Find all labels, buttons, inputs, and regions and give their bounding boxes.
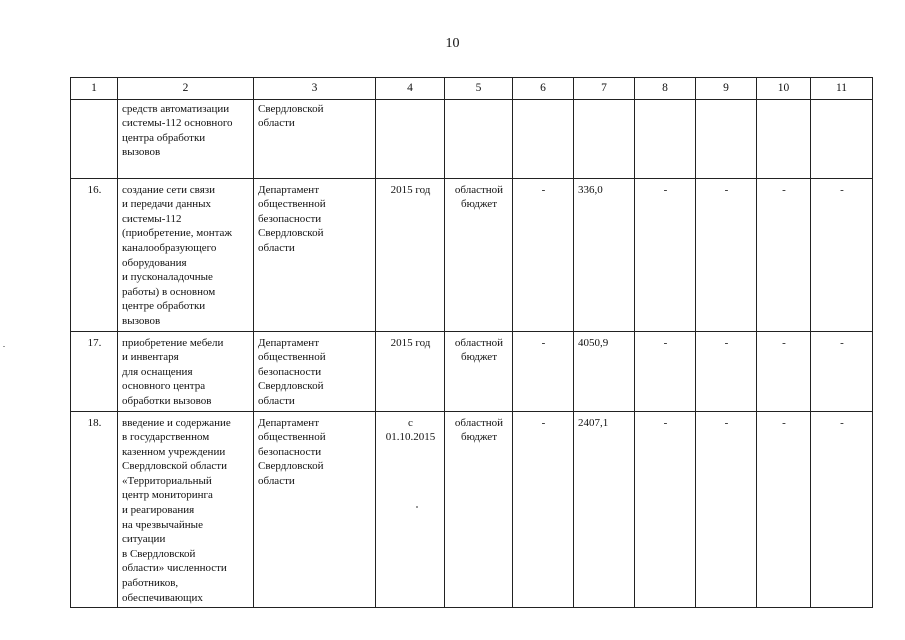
value-cell — [757, 99, 811, 178]
row-number-cell: 17. — [71, 331, 118, 411]
funding-source-cell: областной бюджет — [445, 178, 513, 331]
executor-cell: Свердловской области — [254, 99, 376, 178]
value-cell: - — [696, 411, 757, 608]
value-cell: - — [811, 178, 873, 331]
table-row — [71, 411, 873, 608]
funding-source-cell: областной бюджет — [445, 331, 513, 411]
column-header: 9 — [696, 78, 757, 100]
funding-source-cell — [445, 99, 513, 178]
program-table — [70, 77, 873, 608]
value-cell: - — [635, 331, 696, 411]
measure-name-cell: приобретение мебели и инвентаря для оснащения основного центра обработки вызовов — [118, 331, 254, 411]
value-cell: - — [635, 411, 696, 608]
table-header-row — [71, 78, 873, 100]
scan-speck — [416, 506, 418, 508]
value-cell: - — [696, 178, 757, 331]
value-cell — [574, 99, 635, 178]
period-cell: с 01.10.2015 — [376, 411, 445, 608]
value-cell: - — [513, 178, 574, 331]
period-cell — [376, 99, 445, 178]
value-cell — [696, 99, 757, 178]
measure-name-cell: создание сети связи и передачи данных системы-112 (приобретение, монтаж каналообразующего оборудования и пусконаладочные работы) в основном центре обработки вызовов — [118, 178, 254, 331]
value-cell: 2407,1 — [574, 411, 635, 608]
value-cell: 336,0 — [574, 178, 635, 331]
table-row — [71, 331, 873, 411]
value-cell: - — [811, 331, 873, 411]
column-header: 11 — [811, 78, 873, 100]
column-header: 4 — [376, 78, 445, 100]
value-cell: 4050,9 — [574, 331, 635, 411]
period-cell: 2015 год — [376, 331, 445, 411]
value-cell: - — [696, 331, 757, 411]
value-cell: - — [513, 331, 574, 411]
executor-cell: Департамент общественной безопасности Свердловской области — [254, 178, 376, 331]
column-header: 3 — [254, 78, 376, 100]
value-cell: - — [757, 411, 811, 608]
scan-speck — [3, 346, 5, 347]
value-cell — [811, 99, 873, 178]
column-header: 5 — [445, 78, 513, 100]
row-number-cell: 16. — [71, 178, 118, 331]
row-number-cell — [71, 99, 118, 178]
column-header: 8 — [635, 78, 696, 100]
value-cell: - — [811, 411, 873, 608]
column-header: 6 — [513, 78, 574, 100]
value-cell — [513, 99, 574, 178]
executor-cell: Департамент общественной безопасности Свердловской области — [254, 331, 376, 411]
value-cell: - — [513, 411, 574, 608]
column-header: 2 — [118, 78, 254, 100]
table-row — [71, 178, 873, 331]
funding-source-cell: областной бюджет — [445, 411, 513, 608]
measure-name-cell: средств автоматизации системы-112 основного центра обработки вызовов — [118, 99, 254, 178]
value-cell: - — [757, 178, 811, 331]
column-header: 10 — [757, 78, 811, 100]
table-row — [71, 99, 873, 178]
column-header: 7 — [574, 78, 635, 100]
value-cell: - — [757, 331, 811, 411]
measure-name-cell: введение и содержание в государственном казенном учреждении Свердловской области «Территориальный центр мониторинга и реагирования на чрезвычайные ситуации в Свердловской области» численности работников, обеспечивающих — [118, 411, 254, 608]
value-cell: - — [635, 178, 696, 331]
column-header: 1 — [71, 78, 118, 100]
period-cell: 2015 год — [376, 178, 445, 331]
value-cell — [635, 99, 696, 178]
row-number-cell: 18. — [71, 411, 118, 608]
page-number: 10 — [445, 36, 460, 51]
executor-cell: Департамент общественной безопасности Свердловской области — [254, 411, 376, 608]
